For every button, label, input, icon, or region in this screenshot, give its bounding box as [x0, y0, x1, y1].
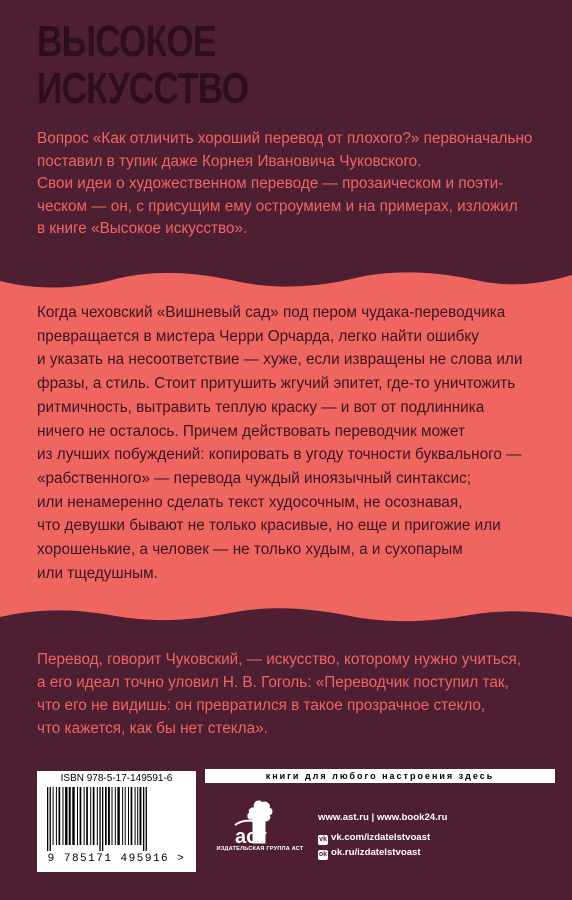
barcode-bar [102, 787, 103, 851]
barcode-bar [140, 787, 142, 845]
barcode-bar [117, 787, 119, 845]
intro-line: Свои идеи о художественном переводе — прозаическом и поэти- [37, 175, 504, 193]
barcode-bar [125, 787, 126, 845]
barcode-bar [53, 787, 54, 845]
isbn-number: ISBN 978-5-17-149591-6 [60, 773, 173, 784]
barcode-bar [72, 787, 74, 845]
barcode-bar [97, 787, 98, 845]
barcode-bar [128, 787, 129, 845]
barcode-bar [137, 787, 138, 845]
vk-icon: vk [319, 836, 327, 843]
barcode-bar [115, 787, 116, 845]
main-line: хорошенькие, а человек — не только худым, а и сухопарым [37, 541, 463, 559]
closing-paragraph [37, 648, 557, 740]
barcode-bar [105, 787, 107, 845]
ok-link: ok.ru/izdatelstvoast [331, 847, 421, 858]
publisher-websites: www.ast.ru | www.book24.ru [318, 812, 448, 823]
barcode-bar [56, 787, 57, 845]
ast-logo [213, 793, 305, 865]
barcode-bar [112, 787, 113, 845]
barcode-bars [45, 787, 188, 851]
barcode-bar [99, 787, 100, 851]
barcode-bar [146, 787, 147, 851]
barcode-bar [63, 787, 64, 845]
barcode-bar [84, 787, 85, 845]
logo-text: аст [235, 826, 268, 848]
tagline: книги для любого настроения здесь [205, 769, 555, 783]
barcode [37, 771, 196, 872]
intro-paragraph [37, 128, 557, 241]
main-line: ничего не осталось. Причем действовать переводчик может [37, 422, 466, 440]
barcode-bar [131, 787, 133, 845]
barcode-bar [80, 787, 82, 845]
main-line: из лучших побуждений: копировать в угоду точности буквального — [37, 446, 522, 464]
title-line: ИСКУССТВО [37, 64, 249, 113]
barcode-bar [108, 787, 110, 845]
barcode-bar [143, 787, 144, 851]
social-vk [318, 832, 430, 845]
main-line: что девушки бывают не только красивые, но еще и пригожие или [37, 517, 501, 535]
main-line: фразы, а стиль. Стоит притушить жгучий эпитет, где-то уничтожить [37, 375, 516, 393]
closing-line: что кажется, как бы нет стекла». [37, 720, 268, 737]
barcode-bar [69, 787, 71, 845]
main-line: и указать на несоответствие — хуже, если извращены не слова или [37, 351, 523, 369]
barcode-bar [122, 787, 123, 845]
vk-link: vk.com/izdatelstvoast [331, 832, 431, 843]
social-ok [318, 847, 421, 860]
intro-line: ческом — он, с присущим ему остроумием и на примерах, изложил [37, 197, 518, 215]
barcode-bar [47, 787, 48, 851]
main-line: Когда чеховский «Вишневый сад» под пером чудака-переводчика [37, 304, 506, 321]
barcode-bar [86, 787, 88, 845]
intro-line: поставил в тупик даже Корнея Ивановича Чуковского. [37, 152, 422, 170]
main-line: ритмичность, вытравить теплую краску — и вот от подлинника [37, 398, 485, 416]
main-line: или тщедушным. [37, 564, 158, 582]
ok-icon: ok [318, 851, 328, 858]
barcode-bar [77, 787, 78, 845]
book-title [37, 18, 373, 112]
title-line: ВЫСОКОЕ [37, 17, 216, 66]
barcode-bar [59, 787, 61, 845]
publisher-group-label: ИЗДАТЕЛЬСКАЯ ГРУППА АСТ [216, 846, 304, 852]
closing-line: что его не видишь: он превратился в такое прозрачное стекло, [37, 697, 486, 714]
main-paragraph [37, 301, 557, 585]
intro-line: в книге «Высокое искусство». [37, 220, 248, 238]
barcode-bar [65, 787, 67, 845]
main-line: «рабственного» — перевода чуждый иноязычный синтаксис; [37, 469, 471, 487]
main-line: или ненамеренно сделать текст худосочным, не осознавая, [37, 493, 463, 511]
ean-digits: 9 785171 495916 > [47, 853, 186, 865]
main-line: превращается в мистера Черри Орчарда, легко найти ошибку [37, 327, 479, 345]
barcode-bar [135, 787, 136, 845]
barcode-bar [90, 787, 91, 845]
intro-line: Вопрос «Как отличить хороший перевод от плохого?» первоначально [37, 130, 533, 147]
closing-line: Перевод, говорит Чуковский, — искусство, которому нужно учиться, [37, 651, 522, 668]
barcode-bar [50, 787, 51, 851]
closing-line: а его идеал точно уловил Н. В. Гоголь: «Переводчик поступил так, [37, 674, 509, 691]
barcode-bar [93, 787, 95, 845]
